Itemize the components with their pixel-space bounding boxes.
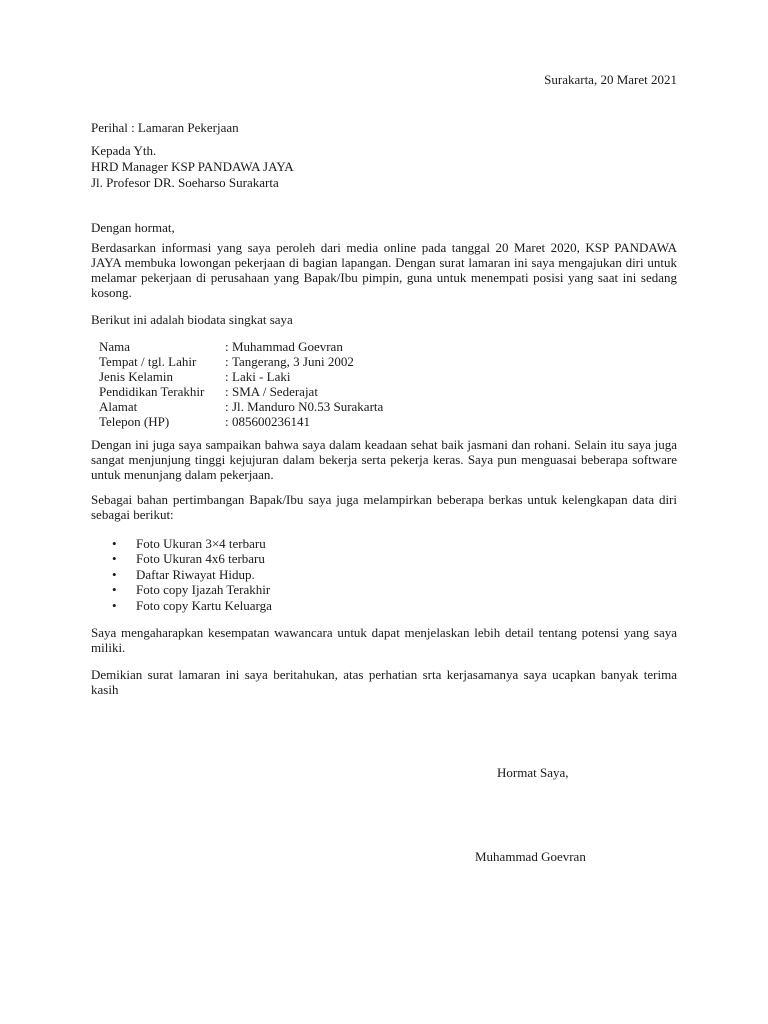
biodata-label: Alamat: [99, 399, 138, 414]
closing-salutation: Hormat Saya,: [497, 765, 569, 780]
biodata-table: [99, 339, 383, 429]
signature-name: Muhammad Goevran: [475, 849, 586, 864]
bullet-icon: •: [112, 597, 117, 613]
biodata-value: Laki - Laki: [232, 369, 291, 384]
biodata-separator: :: [225, 399, 229, 414]
place-date: Surakarta, 20 Maret 2021: [544, 72, 677, 87]
list-item: [108, 582, 272, 597]
list-item: [108, 551, 272, 566]
paragraph-interview: Saya mengaharapkan kesempatan wawancara untuk dapat menjelaskan lebih detail tentang potensi yang saya miliki.: [91, 625, 677, 655]
list-item-text: Foto copy Kartu Keluarga: [136, 597, 272, 613]
biodata-row: [99, 339, 383, 354]
biodata-label: Tempat / tgl. Lahir: [99, 354, 197, 369]
biodata-label: Telepon (HP): [99, 414, 170, 429]
biodata-value: Jl. Manduro N0.53 Surakarta: [232, 399, 384, 414]
recipient-line: Kepada Yth.: [91, 143, 157, 158]
biodata-value: SMA / Sederajat: [232, 384, 318, 399]
list-item: [108, 536, 272, 551]
biodata-separator: :: [225, 369, 229, 384]
paragraph-attachments-intro: Sebagai bahan pertimbangan Bapak/Ibu saya juga melampirkan beberapa berkas untuk kelengkapan data diri sebagai berikut:: [91, 492, 677, 522]
paragraph-biodata-intro: Berikut ini adalah biodata singkat saya: [91, 312, 293, 327]
biodata-row: [99, 369, 383, 384]
biodata-separator: :: [225, 354, 229, 369]
greeting: Dengan hormat,: [91, 220, 175, 235]
biodata-value: Muhammad Goevran: [232, 339, 343, 354]
biodata-label: Nama: [99, 339, 131, 354]
recipient-line: Jl. Profesor DR. Soeharso Surakarta: [91, 175, 279, 190]
biodata-separator: :: [225, 339, 229, 354]
attachment-list: [108, 536, 272, 613]
biodata-row: [99, 384, 383, 399]
biodata-row: [99, 414, 383, 429]
bullet-icon: •: [112, 582, 117, 598]
list-item-text: Foto Ukuran 3×4 terbaru: [136, 536, 266, 551]
bullet-icon: •: [112, 566, 117, 582]
list-item-text: Foto Ukuran 4x6 terbaru: [136, 551, 265, 567]
biodata-value: 085600236141: [232, 414, 310, 429]
biodata-separator: :: [225, 384, 229, 399]
paragraph-closing: Demikian surat lamaran ini saya beritahukan, atas perhatian srta kerjasamanya saya ucapkan banyak terima kasih: [91, 667, 677, 697]
paragraph-health: Dengan ini juga saya sampaikan bahwa saya dalam keadaan sehat baik jasmani dan rohani. Selain itu saya juga sangat menjunjung tinggi kejujuran dalam bekerja serta pekerja keras. Saya pun menguasai beberapa software untuk menunjang dalam pekerjaan.: [91, 437, 677, 482]
recipient-block: [91, 143, 294, 191]
biodata-row: [99, 399, 383, 414]
recipient-line: HRD Manager KSP PANDAWA JAYA: [91, 159, 294, 174]
list-item-text: Daftar Riwayat Hidup.: [136, 566, 255, 582]
bullet-icon: •: [112, 536, 117, 551]
biodata-label: Jenis Kelamin: [99, 369, 174, 384]
list-item: [108, 598, 272, 613]
biodata-label: Pendidikan Terakhir: [99, 384, 205, 399]
list-item: [108, 567, 272, 582]
biodata-separator: :: [225, 414, 229, 429]
biodata-row: [99, 354, 383, 369]
biodata-value: Tangerang, 3 Juni 2002: [232, 354, 354, 369]
list-item-text: Foto copy Ijazah Terakhir: [136, 582, 271, 598]
bullet-icon: •: [112, 551, 117, 567]
paragraph-intro: Berdasarkan informasi yang saya peroleh dari media online pada tanggal 20 Maret 2020, KSP PANDAWA JAYA membuka lowongan pekerjaan di bagian lapangan. Dengan surat lamaran ini saya mengajukan diri untuk melamar pekerjaan di perusahaan yang Bapak/Ibu pimpin, guna untuk menempati posisi yang saat ini sedang kosong.: [91, 240, 677, 300]
subject-line: Perihal : Lamaran Pekerjaan: [91, 120, 239, 135]
